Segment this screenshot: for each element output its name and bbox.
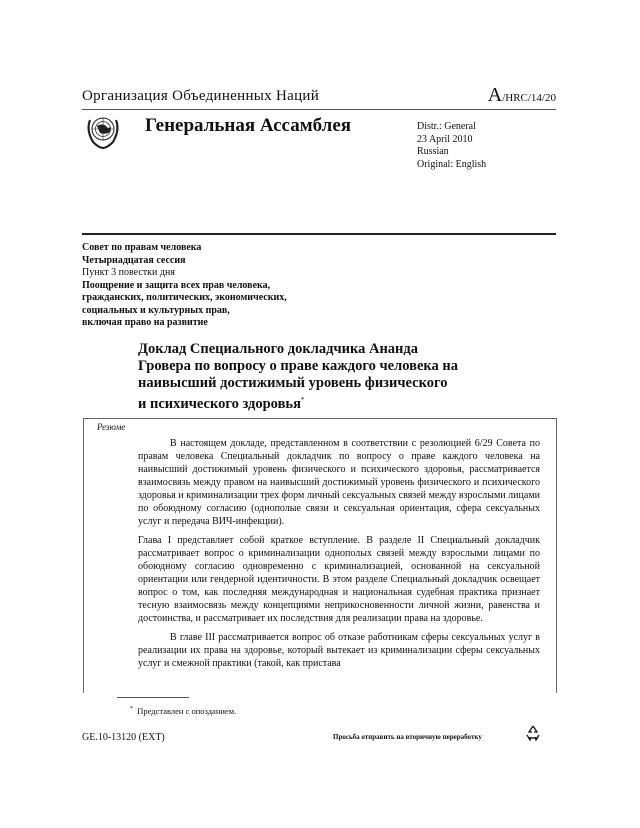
summary-paragraph: В настоящем докладе, представленном в соответствии с резолюцией 6/29 Совета по правам человека Специальный докладчик по вопросу о праве каждого человека на наивысший достижимый уровень физического и психического здоровья, рассматривается взаимосвязь между правом на наивысший достижимый уровень физического и психического здоровья и криминализации трех форм личный сексуальных связей между взрослыми лицами по обоюдному согласию (однополые связи и сексуальная ориентация, сфера сексуальных услуг и передача ВИЧ-инфекции). xyxy=(138,438,540,527)
council-block xyxy=(82,242,287,330)
agenda-title-line: гражданских, политических, экономических, xyxy=(82,292,287,303)
summary-text xyxy=(138,437,540,676)
un-emblem-icon xyxy=(85,112,121,150)
footnote-mark: * xyxy=(130,706,133,713)
recycle-note: Просьба отправить на вторичную переработку xyxy=(333,733,482,741)
body-name: Генеральная Ассамблея xyxy=(145,115,352,136)
distribution-block xyxy=(417,121,486,171)
agenda-title-line: включая право на развитие xyxy=(82,317,208,328)
agenda-title-line: Поощрение и защита всех прав человека, xyxy=(82,279,271,291)
footnote-text: Представлен с опозданием. xyxy=(137,706,237,716)
summary-label: Резюме xyxy=(97,422,126,432)
report-title xyxy=(138,341,458,413)
summary-paragraph: В главе III рассматривается вопрос об отказе работникам сферы сексуальных услуг в реализации их права на здоровье, который вытекает из криминализации сферы сексуальных услуг и смежной практики (такой, как пристава xyxy=(138,632,540,669)
agenda-title-line: социальных и культурных прав, xyxy=(82,304,230,316)
original-language-line: Original: English xyxy=(417,158,487,170)
symbol-letter: A xyxy=(487,84,503,106)
footnote xyxy=(130,706,236,716)
date-line: 23 April 2010 xyxy=(417,133,473,145)
header-rule xyxy=(82,109,556,110)
report-title-text: Доклад Специального докладчика Ананда Гровера по вопросу о праве каждого человека на наивысший достижимый уровень физического и психического здоровья xyxy=(138,341,459,412)
document-symbol xyxy=(488,84,556,107)
symbol-rest: /HRC/14/20 xyxy=(502,92,556,104)
session: Четырнадцатая сессия xyxy=(82,254,186,266)
footnote-mark: * xyxy=(300,396,305,404)
summary-paragraph: Глава I представляет собой краткое вступление. В разделе II Специальный докладчик рассматривает вопрос о криминализации однополых связей между взрослыми лицами по обоюдному согласию одновременно с криминализацией, основанной на сексуальной ориентации или гендерной идентичности. В этом разделе Специальный докладчик освещает вопрос о том, как последняя международная и национальная судебная практика признает тесную взаимосвязь между концепциями неприкосновенности личной жизни, равенства и достоинства, и рассматривает их последствия для реализации права на здоровье. xyxy=(138,535,540,624)
agenda-item: Пункт 3 повестки дня xyxy=(82,267,175,278)
footnote-rule xyxy=(117,697,189,698)
distribution-line: Distr.: General xyxy=(417,121,476,132)
document-number: GE.10-13120 (EXT) xyxy=(82,732,165,743)
language-line: Russian xyxy=(417,146,449,157)
recycle-icon xyxy=(524,724,542,742)
council-name: Совет по правам человека xyxy=(82,242,202,253)
thick-rule xyxy=(82,233,556,235)
organization-name: Организация Объединенных Наций xyxy=(82,88,320,104)
